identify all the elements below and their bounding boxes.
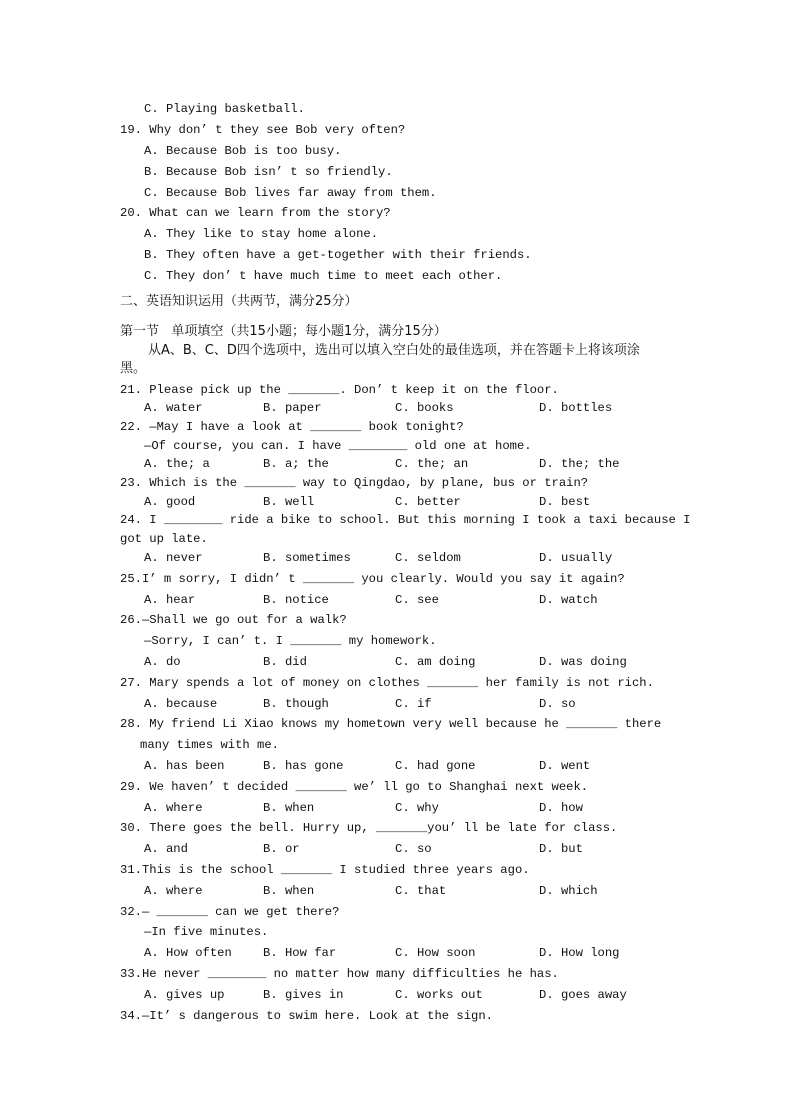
instruction-line-1: 从A、B、C、D四个选项中，选出可以填入空白处的最佳选项，并在答题卡上将该项涂 [148,343,640,358]
q22-option-c: C. the; an [395,457,469,471]
q26-option-a: A. do [144,655,181,669]
q20-option-b: B. They often have a get-together with their friends. [144,248,532,262]
q26-stem-line2: —Sorry, I can’ t. I _______ my homework. [144,634,437,648]
q27-option-c: C. if [395,697,432,711]
q32-option-a: A. How often [144,946,232,960]
q22-option-d: D. the; the [539,457,620,471]
instruction-line-2: 黑。 [120,361,147,376]
q31-stem: 31.This is the school _______ I studied three years ago. [120,863,530,877]
q21-option-b: B. paper [263,401,322,415]
q32-option-b: B. How far [263,946,337,960]
q31-option-b: B. when [263,884,315,898]
q27-option-a: A. because [144,697,218,711]
q25-option-c: C. see [395,593,439,607]
q27-option-b: B. though [263,697,329,711]
q21-stem: 21. Please pick up the _______. Don’ t keep it on the floor. [120,383,559,397]
q31-option-d: D. which [539,884,598,898]
q26-stem: 26.—Shall we go out for a walk? [120,613,347,627]
q28-option-c: C. had gone [395,759,476,773]
q27-option-d: D. so [539,697,576,711]
q30-option-c: C. so [395,842,432,856]
q28-option-d: D. went [539,759,591,773]
q19-stem: 19. Why don’ t they see Bob very often? [120,123,406,137]
q24-option-a: A. never [144,551,203,565]
q30-stem: 30. There goes the bell. Hurry up, _______you’ ll be late for class. [120,821,618,835]
q30-option-b: B. or [263,842,300,856]
q19-option-a: A. Because Bob is too busy. [144,144,342,158]
q19-option-c: C. Because Bob lives far away from them. [144,186,437,200]
q33-option-d: D. goes away [539,988,627,1002]
q31-option-a: A. where [144,884,203,898]
q22-option-b: B. a; the [263,457,329,471]
q24-option-c: C. seldom [395,551,461,565]
q25-option-a: A. hear [144,593,196,607]
q33-option-b: B. gives in [263,988,344,1002]
q21-option-a: A. water [144,401,203,415]
q22-stem: 22. —May I have a look at _______ book tonight? [120,420,464,434]
q34-stem: 34.—It’ s dangerous to swim here. Look at the sign. [120,1009,493,1023]
q23-option-b: B. well [263,495,315,509]
q33-stem: 33.He never ________ no matter how many difficulties he has. [120,967,559,981]
q20-option-c: C. They don’ t have much time to meet each other. [144,269,503,283]
q25-option-b: B. notice [263,593,329,607]
q31-option-c: C. that [395,884,447,898]
q18-option-c: C. Playing basketball. [144,102,305,116]
q22-stem-line2: —Of course, you can. I have ________ old one at home. [144,439,532,453]
q23-option-d: D. best [539,495,591,509]
q24-stem-line2: got up late. [120,532,208,546]
q27-stem: 27. Mary spends a lot of money on clothes _______ her family is not rich. [120,676,654,690]
q29-option-c: C. why [395,801,439,815]
q28-stem: 28. My friend Li Xiao knows my hometown very well because he _______ there [120,717,662,731]
q30-option-a: A. and [144,842,188,856]
q32-stem: 32.— _______ can we get there? [120,905,340,919]
q24-stem: 24. I ________ ride a bike to school. But this morning I took a taxi because I [120,513,691,527]
q29-stem: 29. We haven’ t decided _______ we’ ll go to Shanghai next week. [120,780,589,794]
q23-stem: 23. Which is the _______ way to Qingdao, by plane, bus or train? [120,476,589,490]
q23-option-a: A. good [144,495,196,509]
q28-stem-line2: many times with me. [140,738,279,752]
q26-option-d: D. was doing [539,655,627,669]
q24-option-b: B. sometimes [263,551,351,565]
q25-option-d: D. watch [539,593,598,607]
q23-option-c: C. better [395,495,461,509]
q32-option-d: D. How long [539,946,620,960]
q28-option-b: B. has gone [263,759,344,773]
part1-title: 第一节 单项填空（共15小题；每小题1分，满分15分） [120,324,447,339]
q21-option-c: C. books [395,401,454,415]
q26-option-c: C. am doing [395,655,476,669]
q33-option-c: C. works out [395,988,483,1002]
q20-option-a: A. They like to stay home alone. [144,227,379,241]
q29-option-b: B. when [263,801,315,815]
q28-option-a: A. has been [144,759,225,773]
q20-stem: 20. What can we learn from the story? [120,206,391,220]
q22-option-a: A. the; a [144,457,210,471]
q25-stem: 25.I’ m sorry, I didn’ t _______ you clearly. Would you say it again? [120,572,625,586]
q29-option-a: A. where [144,801,203,815]
q33-option-a: A. gives up [144,988,225,1002]
q30-option-d: D. but [539,842,583,856]
q24-option-d: D. usually [539,551,613,565]
q29-option-d: D. how [539,801,583,815]
section-heading: 二、英语知识运用（共两节，满分25分） [120,294,358,309]
q26-option-b: B. did [263,655,307,669]
q32-stem-line2: —In five minutes. [144,925,269,939]
q32-option-c: C. How soon [395,946,476,960]
q21-option-d: D. bottles [539,401,613,415]
q19-option-b: B. Because Bob isn’ t so friendly. [144,165,393,179]
